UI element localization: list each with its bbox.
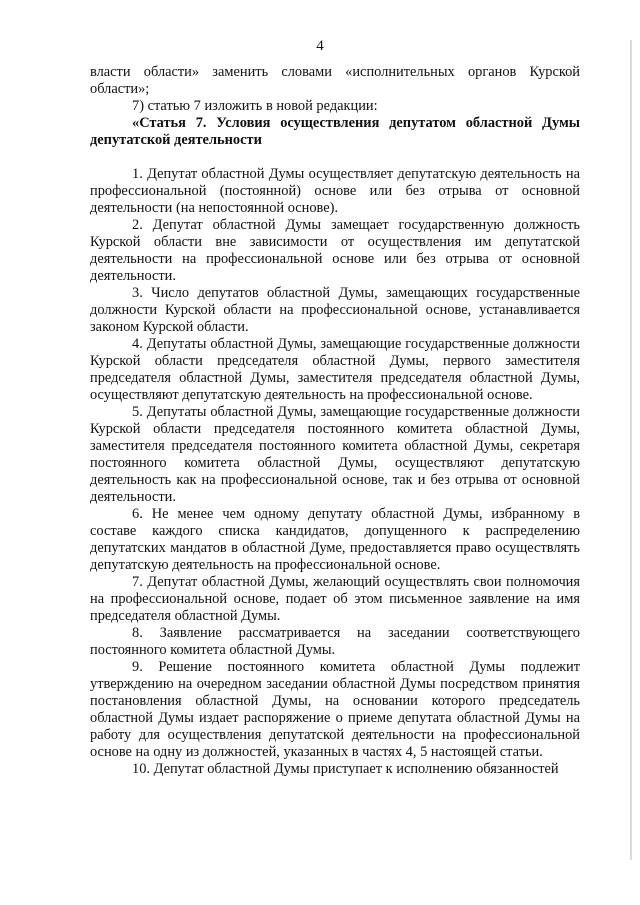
page-number: 4 — [316, 38, 324, 54]
paragraph-part-9: 9. Решение постоянного комитета областной Думы подлежит утверждению на очередном заседании областной Думы посредством принятия постановления областной Думы, на основании которого председатель областной Думы издает распоряжение о приеме депутата областной Думы на работу для осуществления депутатской деятельности на профессиональной основе на одну из должностей, указанных в частях 4, 5 настоящей статьи. — [90, 659, 580, 760]
paragraph-item-7: 7) статью 7 изложить в новой редакции: — [132, 98, 378, 114]
document-body — [90, 64, 580, 778]
scan-edge-shadow — [630, 40, 632, 860]
spacer — [90, 149, 580, 166]
paragraph-part-3: 3. Число депутатов областной Думы, замещающих государственные должности Курской области на профессиональной основе, устанавливается законом Курской области. — [90, 285, 580, 335]
paragraph-part-1: 1. Депутат областной Думы осуществляет депутатскую деятельность на профессиональной (постоянной) основе или без отрыва от основной деятельности (на непостоянной основе). — [90, 166, 580, 216]
article-heading: «Статья 7. Условия осуществления депутатом областной Думы депутатской деятельности — [90, 115, 580, 148]
paragraph-part-7: 7. Депутат областной Думы, желающий осуществлять свои полномочия на профессиональной основе, подает об этом письменное заявление на имя председателя областной Думы. — [90, 574, 580, 624]
paragraph-part-4: 4. Депутаты областной Думы, замещающие государственные должности Курской области председателя областной Думы, первого заместителя председателя областной Думы, заместителя председателя областной Думы, осуществляют депутатскую деятельность на профессиональной основе. — [90, 336, 580, 403]
paragraph-part-8: 8. Заявление рассматривается на заседании соответствующего постоянного комитета областной Думы. — [90, 625, 580, 658]
paragraph-continuation: власти области» заменить словами «исполнительных органов Курской области»; — [90, 64, 580, 97]
paragraph-part-5: 5. Депутаты областной Думы, замещающие государственные должности Курской области председателя постоянного комитета областной Думы, заместителя председателя постоянного комитета областной Думы, секретаря постоянного комитета областной Думы, осуществляют депутатскую деятельность как на профессиональной основе, так и без отрыва от основной деятельности. — [90, 404, 580, 505]
paragraph-part-10: 10. Депутат областной Думы приступает к исполнению обязанностей — [132, 761, 559, 777]
paragraph-part-2: 2. Депутат областной Думы замещает государственную должность Курской области вне зависимости от осуществления им депутатской деятельности на профессиональной основе или без отрыва от основной деятельности. — [90, 217, 580, 284]
paragraph-part-6: 6. Не менее чем одному депутату областной Думы, избранному в составе каждого списка кандидатов, допущенного к распределению депутатских мандатов в областной Думе, предоставляется право осуществлять депутатскую деятельность на профессиональной основе. — [90, 506, 580, 573]
